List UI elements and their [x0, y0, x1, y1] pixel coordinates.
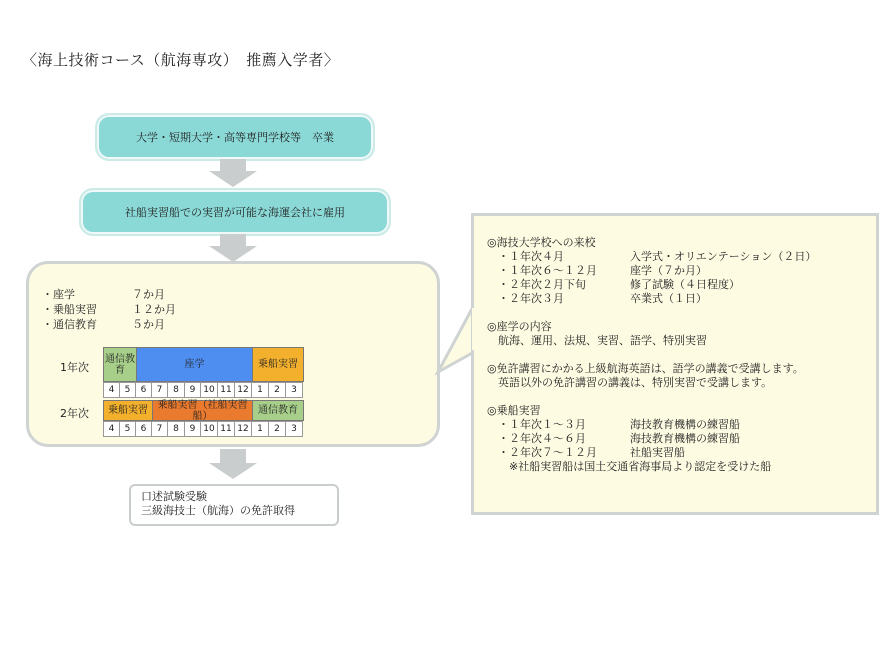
flow-arrow-1	[220, 159, 246, 171]
duration-row	[42, 287, 176, 302]
details-callout	[471, 213, 879, 515]
schedule-segment: 乗船実習	[103, 400, 153, 421]
details-line: ◎海技大学校への来校	[487, 236, 596, 249]
details-text	[487, 236, 816, 474]
month-cell: 12	[235, 382, 252, 398]
month-cell: 2	[269, 421, 286, 437]
month-cell: 11	[218, 421, 235, 437]
duration-summary	[42, 287, 176, 332]
details-line: ・１年次６～１２月 座学（７か月）	[487, 264, 707, 277]
month-cell: 1	[252, 421, 269, 437]
details-line: ・２年次２月下旬 修了試験（４日程度）	[487, 278, 740, 291]
details-line: ・１年次１～３月 海技教育機構の練習船	[487, 418, 740, 431]
duration-row	[42, 302, 176, 317]
month-cell: 3	[286, 382, 303, 398]
details-line: ・２年次３月 卒業式（１日）	[487, 292, 707, 305]
month-cell: 8	[168, 382, 185, 398]
month-cell: 12	[235, 421, 252, 437]
month-cell: 1	[252, 382, 269, 398]
flow-arrow-2	[220, 234, 246, 246]
month-cell: 7	[152, 421, 168, 437]
month-cell: 11	[218, 382, 235, 398]
month-cell: 4	[103, 421, 120, 437]
details-line: 航海、運用、法規、実習、語学、特別実習	[487, 334, 707, 347]
duration-value: ５か月	[132, 318, 165, 331]
month-cell: 4	[103, 382, 120, 398]
details-line: ◎免許講習にかかる上級航海英語は、語学の講義で受講します。	[487, 362, 804, 375]
duration-label: ・座学	[42, 288, 75, 301]
result-line: 口述試験受験	[141, 490, 207, 503]
month-cell: 8	[168, 421, 185, 437]
details-line: ※社船実習船は国土交通省海事局より認定を受けた船	[487, 460, 772, 473]
details-line: ・１年次４月 入学式・オリエンテーション（２日）	[487, 250, 817, 263]
result-box	[129, 484, 339, 526]
schedule-segment: 乗船実習	[252, 347, 304, 382]
flow-arrowhead-2	[209, 246, 257, 262]
month-cell: 7	[152, 382, 168, 398]
schedule-segment: 通信教育	[103, 347, 137, 382]
details-line: ・２年次７～１２月 社船実習船	[487, 446, 685, 459]
year1-label: 1年次	[60, 361, 89, 374]
month-cell: 9	[185, 421, 201, 437]
flow-arrow-3	[220, 449, 246, 463]
page-title: 〈海上技術コース（航海専攻） 推薦入学者〉	[22, 51, 340, 69]
duration-label: ・通信教育	[42, 318, 97, 331]
duration-row	[42, 317, 176, 332]
month-cell: 5	[120, 421, 136, 437]
month-cell: 10	[201, 382, 218, 398]
details-line	[487, 390, 816, 404]
year2-label: 2年次	[60, 407, 89, 420]
details-line	[487, 306, 816, 320]
flow-step-employment	[79, 188, 391, 236]
details-line: 英語以外の免許講習の講義は、特別実習で受講します。	[487, 376, 773, 389]
flow-step-employment-label: 社船実習船での実習が可能な海運会社に雇用	[125, 206, 345, 219]
details-line	[487, 348, 816, 362]
flow-step-graduation	[95, 113, 375, 161]
schedule-segment: 座学	[136, 347, 253, 382]
flow-arrowhead-3	[209, 463, 257, 479]
month-cell: 2	[269, 382, 286, 398]
duration-value: ７か月	[132, 288, 165, 301]
result-line: 三級海技士（航海）の免許取得	[141, 504, 295, 517]
details-line: ◎座学の内容	[487, 320, 552, 333]
month-cell: 6	[136, 421, 152, 437]
flow-step-graduation-label: 大学・短期大学・高等専門学校等 卒業	[136, 131, 334, 144]
details-line: ・２年次４～６月 海技教育機構の練習船	[487, 432, 740, 445]
month-cell: 10	[201, 421, 218, 437]
duration-label: ・乗船実習	[42, 303, 97, 316]
flow-arrowhead-1	[209, 171, 257, 187]
schedule-segment: 通信教育	[252, 400, 304, 421]
duration-value: １２か月	[132, 303, 176, 316]
callout-seam	[472, 308, 478, 350]
details-line: ◎乗船実習	[487, 404, 541, 417]
month-cell: 3	[286, 421, 303, 437]
month-cell: 5	[120, 382, 136, 398]
month-cell: 9	[185, 382, 201, 398]
month-cell: 6	[136, 382, 152, 398]
schedule-segment: 乗船実習（社船実習船）	[152, 400, 253, 421]
